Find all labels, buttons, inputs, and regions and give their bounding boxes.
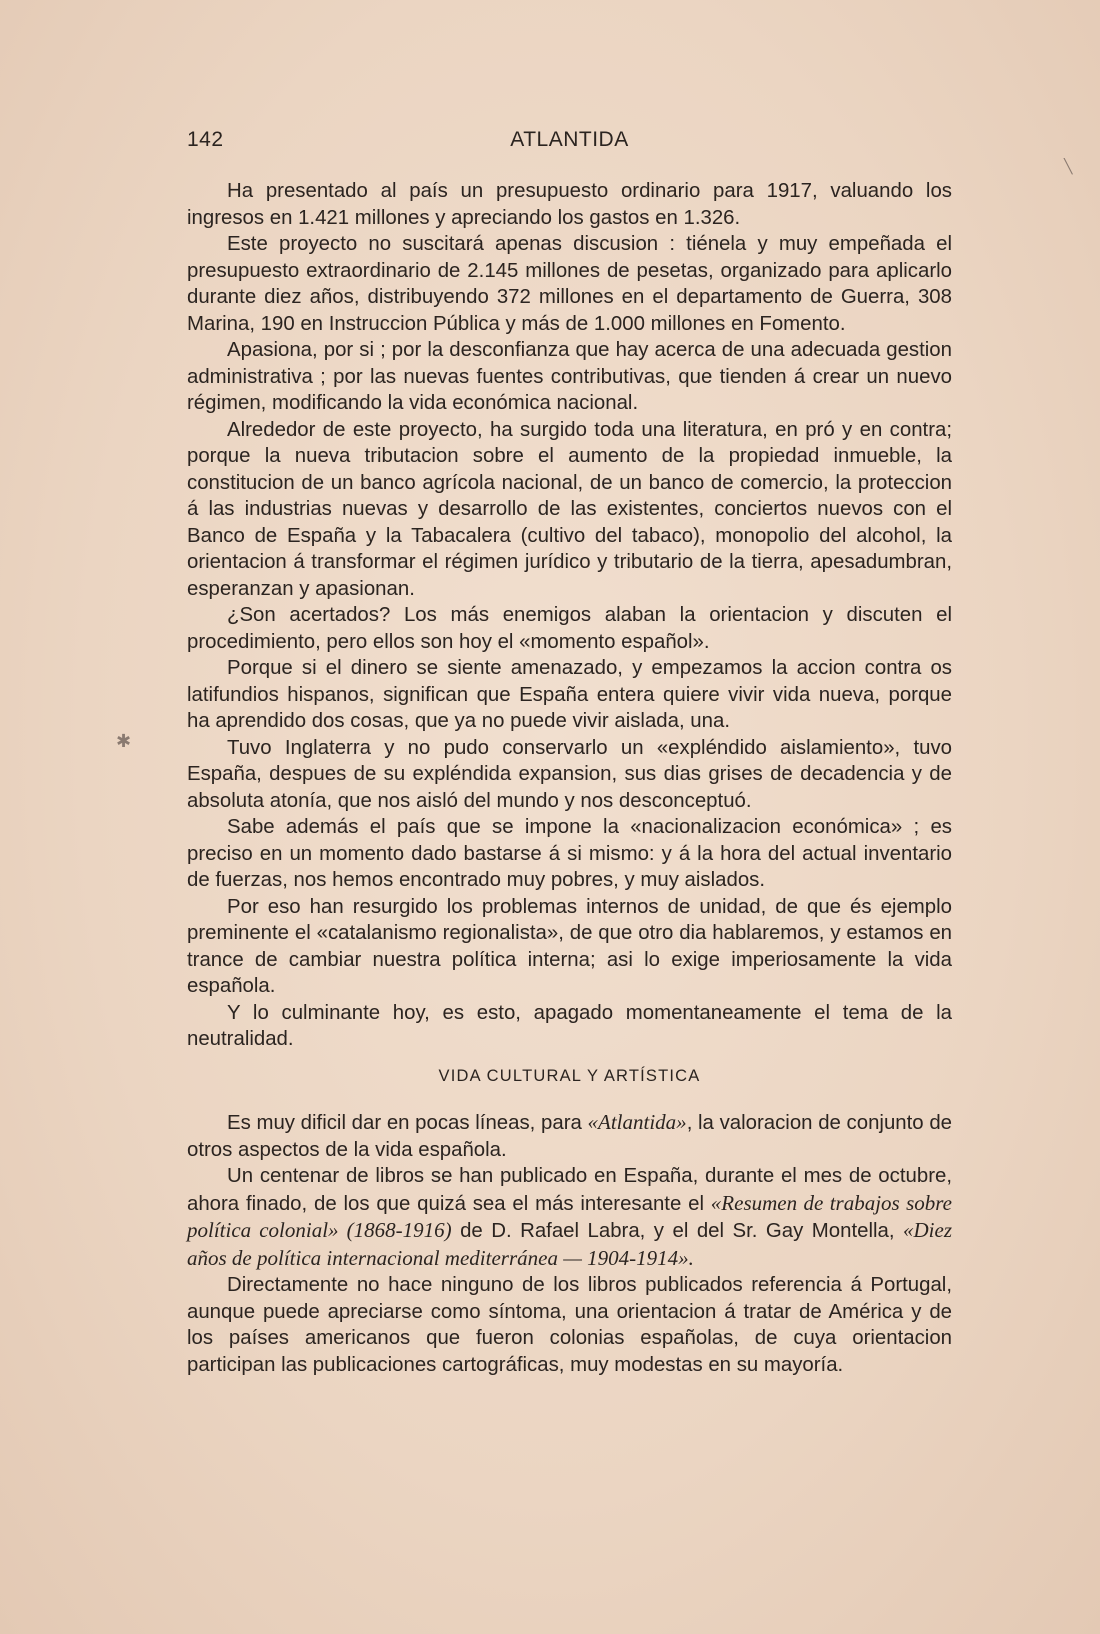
paragraph: Alrededor de este proyecto, ha surgido toda una literatura, en pró y en contra; porque la nueva tributacion sobre el aumento de la propiedad inmueble, la constitucion de un banco agrícola nacional, de un banco de comercio, la proteccion á las industrias nuevas y desarrollo de las existentes, conciertos nuevos con el Banco de España y la Tabacalera (cultivo del tabaco), monopolio del alcohol, la orientacion á transformar el régimen jurídico y tributario de la tierra, apesadumbran, esperanzan y apasionan. [187,418,952,600]
paragraph: Ha presentado al país un presupuesto ordinario para 1917, valuando los ingresos en 1.421 millones y apreciando los gastos en 1.326. [187,180,952,229]
paragraph [187,1109,952,1163]
paragraph: Este proyecto no suscitará apenas discusion : tiénela y muy empeñada el presupuesto extraordinario de 2.145 millones de pesetas, organizado para aplicarlo durante diez años, distribuyendo 372 millones en el departamento de Guerra, 308 Marina, 190 en Instruccion Pública y más de 1.000 millones en Fomento. [187,233,952,335]
paragraph: ¿Son acertados? Los más enemigos alaban la orientacion y discuten el procedimiento, pero ellos son hoy el «momento español». [187,604,952,653]
book-title-italic: «Resumen de trabajos sobre política colonial» (1868-1916) [187,1190,952,1242]
page-number: 142 [187,128,224,151]
paragraph: Apasiona, por si ; por la desconfianza que hay acerca de una adecuada gestion administrativa ; por las nuevas fuentes contributivas, que tienden á crear un nuevo régimen, modificando la vida económica nacional. [187,339,952,414]
journal-title: ATLANTIDA [510,128,629,151]
journal-name-italic: «Atlantida» [587,1110,687,1134]
body-text [187,178,952,1378]
text-run: Es muy dificil dar en pocas líneas, para [227,1112,582,1134]
book-title-italic: «Diez años de política internacional mediterránea — 1904-1914». [187,1218,952,1270]
paper-speck: ✱ [116,731,132,751]
paragraph: Porque si el dinero se siente amenazado, y empezamos la accion contra os latifundios hispanos, significan que España entera quiere vivir vida nueva, porque ha aprendido dos cosas, que ya no puede vivir aislada, una. [187,657,952,732]
paragraph: Sabe además el país que se impone la «nacionalizacion económica» ; es preciso en un momento dado bastarse á si mismo: y á la hora del actual inventario de fuerzas, nos hemos encontrado muy pobres, y muy aislados. [187,816,952,891]
running-header [187,120,952,160]
text-run: de D. Rafael Labra, y el del Sr. Gay Montella, [460,1220,895,1242]
section-heading: VIDA CULTURAL Y ARTÍSTICA [438,1066,701,1085]
paragraph: Tuvo Inglaterra y no pudo conservarlo un «expléndido aislamiento», tuvo España, despues de su expléndida expansion, sus dias grises de decadencia y de absoluta atonía, que nos aisló del mundo y nos desconceptuó. [187,736,952,812]
paragraph: Por eso han resurgido los problemas internos de unidad, de que és ejemplo preminente el «catalanismo regionalista», de que otro dia hablaremos, y estamos en trance de cambiar nuestra política interna; asi lo exige imperiosamente la vida española. [187,895,952,997]
paragraph: Directamente no hace ninguno de los libros publicados referencia á Portugal, aunque puede apreciarse como síntoma, una orientacion á tratar de América y de los países americanos que fueron colonias españolas, de cuya orientacion participan las publicaciones cartográficas, muy modestas en su mayoría. [187,1274,952,1376]
text-run: , la valoracion de conjunto de otros aspectos de la vida española. [187,1112,952,1161]
paragraph: Y lo culminante hoy, es esto, apagado momentaneamente el tema de la neutralidad. [187,1001,952,1050]
document-page [187,120,952,1378]
text-run: Un centenar de libros se han publicado en España, durante el mes de octubre, ahora finado, de los que quizá sea el más interesante el [187,1165,952,1215]
paper-speck: ╲ [1064,158,1073,174]
paragraph [187,1163,952,1272]
